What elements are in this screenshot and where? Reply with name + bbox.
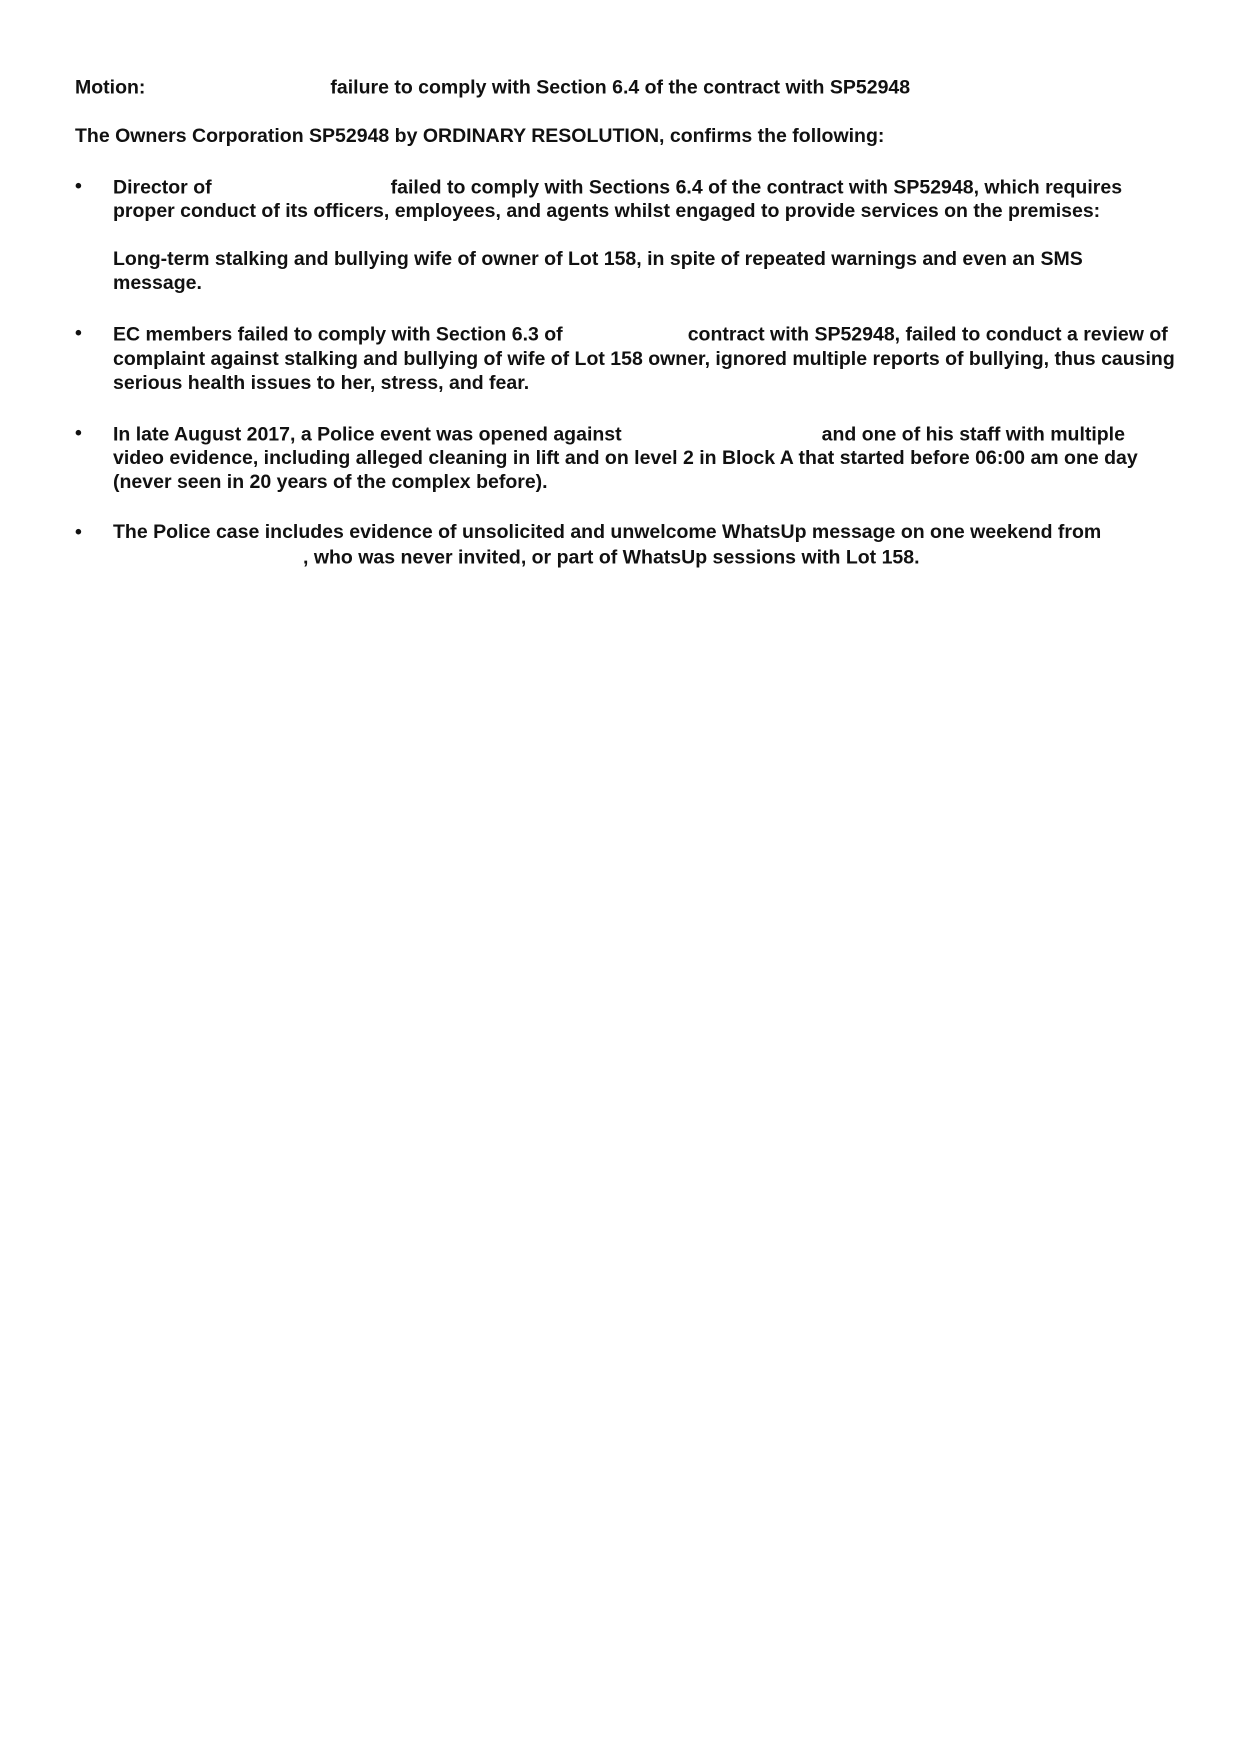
point-text: and one of his staff with multiple video evidence, including alleged cleaning in lift and on level 2 in Block A that started before 06:00 am one day (never seen in 20 years of the complex before). xyxy=(113,423,1138,493)
bullet-icon: • xyxy=(75,174,82,197)
redacted-name xyxy=(151,74,326,94)
point-item xyxy=(75,174,1175,296)
bullet-icon: • xyxy=(75,521,82,543)
motion-text: failure to comply with Section 6.4 of the contract with SP52948 xyxy=(330,76,911,99)
point-text: failed to comply with Sections 6.4 of the contract with SP52948, which requires proper conduct of its officers, employees, and agents whilst engaged to provide services on the premises: xyxy=(113,176,1123,222)
resolution-statement: The Owners Corporation SP52948 by ORDINARY RESOLUTION, confirms the following: xyxy=(75,124,885,147)
point-lead: In late August 2017, a Police event was opened against xyxy=(113,423,622,445)
bullet-icon: • xyxy=(75,322,82,344)
redacted-name xyxy=(217,174,387,194)
point-item xyxy=(75,321,1175,395)
point-item xyxy=(75,520,1175,570)
point-detail: Long-term stalking and bullying wife of owner of Lot 158, in spite of repeated warnings and even an SMS message. xyxy=(113,248,1083,294)
point-item xyxy=(75,421,1175,495)
point-lead: Director of xyxy=(113,176,212,198)
point-text: , who was never invited, or part of WhatsUp sessions with Lot 158. xyxy=(303,546,920,569)
motion-heading xyxy=(75,74,1175,100)
redacted-name xyxy=(622,421,818,441)
motion-content xyxy=(75,74,1175,596)
point-text: contract with SP52948, failed to conduct a review of complaint against stalking and bullying of wife of Lot 158 owner, ignored multiple reports of bullying, thus causing serious health issues to her, stress, and fear. xyxy=(113,323,1175,394)
point-lead: The Police case includes evidence of unsolicited and unwelcome WhatsUp message on one weekend from xyxy=(113,521,1102,543)
resolution-points xyxy=(75,174,1175,570)
motion-label: Motion: xyxy=(75,76,146,99)
redacted-name xyxy=(113,544,303,564)
point-lead: EC members failed to comply with Section 6.3 of xyxy=(113,323,563,346)
redacted-name xyxy=(563,321,684,341)
bullet-icon: • xyxy=(75,421,82,444)
